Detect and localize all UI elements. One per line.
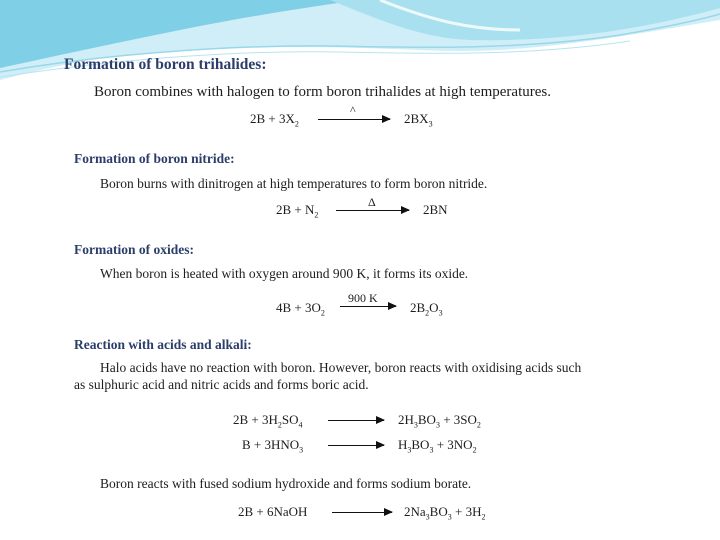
product-trihalides: $2BX_3$ [404,111,433,129]
arrow-sulphuric [328,420,384,421]
equation-trihalides: $2B + 3X_2$ [250,111,299,129]
product-oxides: $2B_2O_3$ [410,300,443,318]
arrow-nitric [328,445,384,446]
heading-oxides: Formation of oxides: [74,242,194,257]
equation-alkali-rhs: $2Na_3BO_3 + 3H_2$ [404,504,486,522]
product-nitride: 2BN [423,202,448,217]
text-acids-line2: as sulphuric acid and nitric acids and forms boric acid. [74,377,369,392]
equation-sulphuric-rhs: $2H_3BO_3 + 3SO_2$ [398,412,481,430]
condition-trihalides: ^ [350,103,356,117]
text-acids-line1: Halo acids have no reaction with boron. However, boron reacts with oxidising acids such [100,360,582,375]
equation-sulphuric-lhs: $2B + 3H_2SO_4$ [233,412,303,430]
header-wave-decoration [0,0,720,90]
equation-nitric-lhs: $B + 3HNO_3$ [242,437,304,455]
heading-trihalides: Formation of boron trihalides: [64,56,267,73]
heading-acids: Reaction with acids and alkali: [74,337,252,352]
heading-nitride: Formation of boron nitride: [74,151,235,166]
equation-nitric-rhs: $H_3BO_3 + 3NO_2$ [398,437,477,455]
text-nitride: Boron burns with dinitrogen at high temperatures to form boron nitride. [100,176,488,191]
text-oxides: When boron is heated with oxygen around 900 K, it forms its oxide. [100,266,469,281]
arrow-trihalides [318,119,390,120]
condition-oxides: 900 K [348,291,378,305]
equation-oxides: $4B + 3O_2$ [276,300,325,318]
arrow-nitride [336,210,409,211]
equation-nitride: $2B + N_2$ [276,202,319,220]
arrow-oxides [340,306,396,307]
equation-alkali-lhs: 2B + 6NaOH [238,504,308,519]
arrow-alkali [332,512,392,513]
text-alkali: Boron reacts with fused sodium hydroxide and forms sodium borate. [100,476,472,491]
text-trihalides: Boron combines with halogen to form boron trihalides at high temperatures. [94,84,551,100]
condition-nitride: Δ [368,195,376,209]
